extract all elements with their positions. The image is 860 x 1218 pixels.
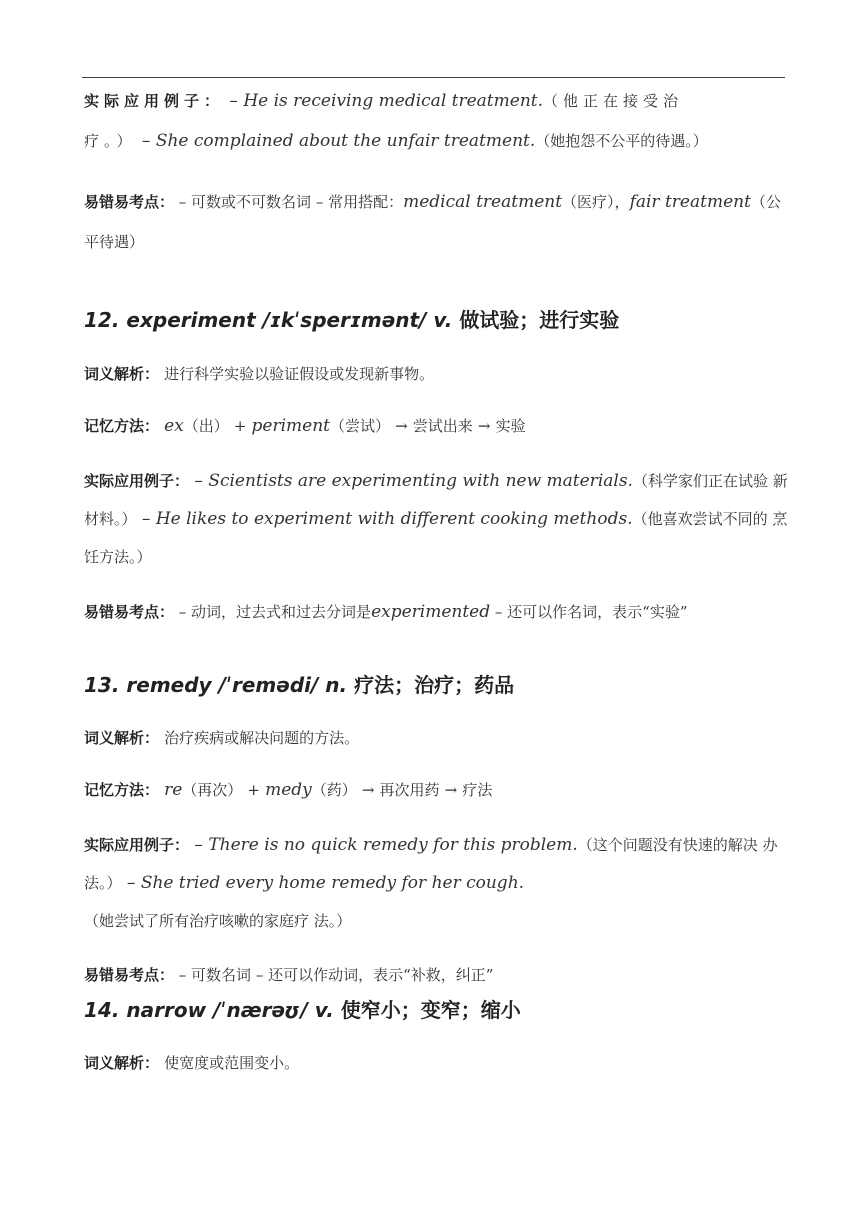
collocation: fair treatment — [629, 192, 751, 212]
definition-label: 词义解析： — [84, 365, 160, 383]
memory-part: re — [164, 780, 183, 800]
memory-part-zh: （尝试） — [330, 417, 391, 435]
example-zh: （他喜欢尝试不同的 烹饪方法。） — [84, 510, 788, 566]
definition-text: 进行科学实验以验证假设或发现新事物。 — [164, 365, 435, 383]
example-en: – He is receiving medical treatment. — [224, 91, 544, 111]
plus-sign: + — [233, 417, 247, 435]
pitfalls-label: 易错易考点： — [84, 603, 175, 621]
item12-memory — [84, 406, 790, 446]
example-zh: （她抱怨不公平的待遇。） — [535, 132, 708, 150]
entry-pos: v. — [433, 308, 453, 332]
memory-part: ex — [164, 416, 184, 436]
pitfalls-label: 易错易考点： — [84, 193, 175, 211]
definition-label: 词义解析： — [84, 729, 160, 747]
plus-sign: + — [247, 781, 260, 799]
item13-examples — [84, 826, 790, 940]
example-zh: （他正在接受治 — [543, 92, 684, 110]
pitfalls-label: 易错易考点： — [84, 966, 175, 984]
entry-pos: n. — [325, 673, 348, 697]
memory-part-zh: （出） — [183, 417, 229, 435]
pitfalls-word: experimented — [371, 602, 491, 622]
example-zh: （科学家们正在试验 新材料。） — [84, 472, 788, 528]
item13-definition — [84, 718, 790, 758]
memory-part: periment — [251, 416, 331, 436]
item14-definition — [84, 1043, 790, 1083]
entry-heading-remedy — [84, 671, 514, 699]
pitfalls-text: – 动词，过去式和过去分词是 — [174, 603, 372, 621]
examples-label: 实际应用例子： — [84, 472, 190, 490]
entry-pos: v. — [314, 998, 334, 1022]
pitfalls-text: – 还可以作名词，表示“实验” — [490, 603, 688, 621]
entry-word: narrow — [126, 998, 207, 1022]
arrow-icon: → — [477, 417, 491, 435]
example-en: – He likes to experiment with different cooking methods. — [136, 509, 633, 529]
item12-examples — [84, 462, 790, 576]
entry-meaning: 疗法；治疗；药品 — [354, 673, 515, 697]
pitfalls-text: – 可数名词 – 还可以作动词，表示“补救，纠正” — [174, 966, 494, 984]
arrow-icon: → — [395, 417, 408, 435]
memory-label: 记忆方法： — [84, 417, 160, 435]
definition-label: 词义解析： — [84, 1054, 160, 1072]
example-zh: （这个问题没有快速的解决 办法。） — [84, 836, 778, 892]
memory-result: 再次用药 — [379, 781, 440, 799]
entry-meaning: 做试验；进行实验 — [459, 308, 620, 332]
collocation-zh: （医疗）， — [562, 193, 630, 211]
collocation-zh: （公平待遇） — [84, 193, 781, 251]
item11-examples — [84, 81, 790, 161]
pitfalls-text: – 可数或不可数名词 – 常用搭配： — [174, 193, 404, 211]
example-en: – There is no quick remedy for this problem. — [189, 835, 578, 855]
example-en: – She complained about the unfair treatment. — [136, 131, 536, 151]
example-zh: （她尝试了所有治疗咳嗽的家庭疗 法。） — [84, 912, 352, 930]
entry-number: 13. — [84, 673, 120, 697]
entry-number: 12. — [84, 308, 120, 332]
item12-pitfalls — [84, 592, 790, 632]
item11-pitfalls — [84, 182, 790, 262]
entry-meaning: 使窄小；变窄；缩小 — [340, 998, 521, 1022]
arrow-icon: → — [361, 781, 375, 799]
memory-result: 实验 — [495, 417, 526, 435]
entry-phonetic: /ɪkˈsperɪmənt/ — [262, 308, 427, 332]
top-divider — [82, 77, 785, 78]
entry-word: remedy — [126, 673, 212, 697]
item13-memory — [84, 770, 790, 810]
memory-part-zh: （药） — [311, 781, 357, 799]
definition-text: 治疗疾病或解决问题的方法。 — [164, 729, 360, 747]
memory-part-zh: （再次） — [182, 781, 243, 799]
arrow-icon: → — [444, 781, 458, 799]
examples-label: 实际应用例子： — [84, 92, 225, 110]
entry-phonetic: /ˈnærəʊ/ — [213, 998, 308, 1022]
entry-heading-narrow — [84, 996, 521, 1024]
example-en: – Scientists are experimenting with new materials. — [189, 471, 633, 491]
memory-label: 记忆方法： — [84, 781, 160, 799]
memory-result: 疗法 — [462, 781, 493, 799]
examples-label: 实际应用例子： — [84, 836, 190, 854]
example-zh: 疗。） — [84, 132, 137, 150]
collocation: medical treatment — [403, 192, 563, 212]
entry-word: experiment — [126, 308, 256, 332]
item13-pitfalls — [84, 957, 790, 993]
item12-definition — [84, 354, 790, 394]
entry-phonetic: /ˈremədi/ — [218, 673, 319, 697]
example-en: – She tried every home remedy for her cough. — [121, 873, 525, 893]
entry-heading-experiment — [84, 306, 619, 334]
entry-number: 14. — [84, 998, 120, 1022]
memory-result: 尝试出来 — [412, 417, 473, 435]
memory-part: medy — [265, 780, 312, 800]
definition-text: 使宽度或范围变小。 — [164, 1054, 300, 1072]
